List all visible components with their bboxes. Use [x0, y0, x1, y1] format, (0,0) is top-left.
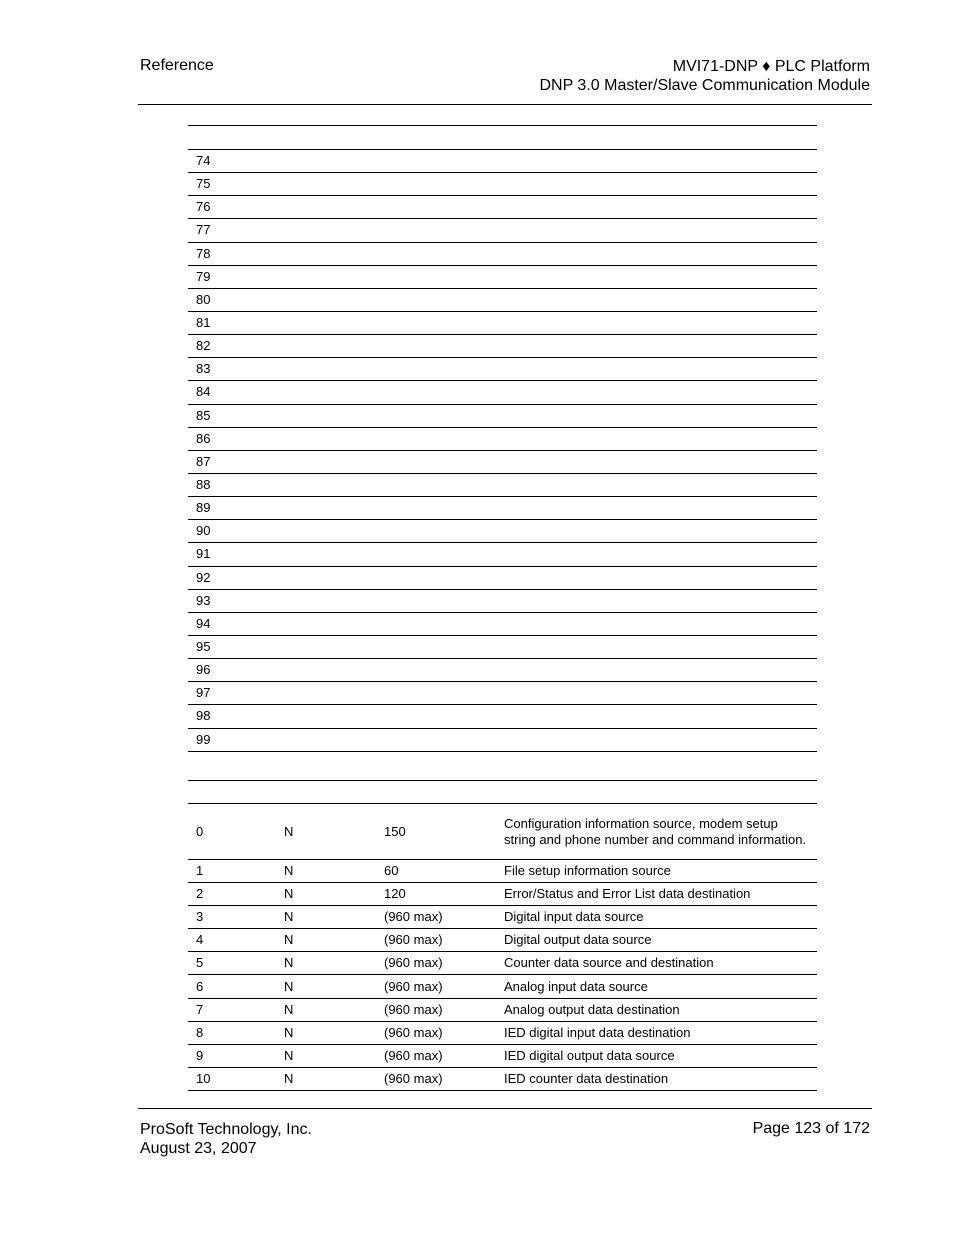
cell-number: 90 [196, 523, 211, 539]
table-row [188, 428, 817, 451]
file-table [188, 780, 817, 1091]
table-row [188, 381, 817, 404]
cell-description: Analog input data source [504, 978, 648, 994]
table-header-row [188, 126, 817, 150]
cell-description: IED counter data destination [504, 1070, 669, 1086]
table-row [188, 520, 817, 543]
cell-number: 75 [196, 176, 211, 192]
cell-file-type: N [284, 1001, 294, 1017]
cell-file-type: N [284, 978, 294, 994]
footer-date: August 23, 2007 [140, 1140, 257, 1157]
header-section: Reference [140, 57, 214, 74]
table-row [188, 729, 817, 752]
cell-file-number: 5 [196, 955, 204, 971]
table-row [188, 543, 817, 566]
table-row [188, 219, 817, 242]
table-row [188, 474, 817, 497]
cell-file-number: 0 [196, 823, 204, 839]
table-row [188, 883, 817, 906]
cell-number: 86 [196, 430, 211, 446]
register-table [188, 125, 817, 752]
table-row [188, 150, 817, 173]
table-row [188, 266, 817, 289]
table-row [188, 952, 817, 975]
cell-description: Analog output data destination [504, 1001, 680, 1017]
cell-file-number: 4 [196, 932, 204, 948]
table-row [188, 682, 817, 705]
table-row [188, 590, 817, 613]
table-row [188, 497, 817, 520]
cell-file-number: 1 [196, 863, 204, 879]
cell-size: (960 max) [384, 1024, 443, 1040]
cell-description: IED digital input data destination [504, 1024, 691, 1040]
table-row [188, 804, 817, 860]
cell-number: 80 [196, 291, 211, 307]
cell-number: 81 [196, 315, 211, 331]
cell-size: (960 max) [384, 1001, 443, 1017]
cell-number: 78 [196, 245, 211, 261]
table-row [188, 289, 817, 312]
table-row [188, 705, 817, 728]
cell-file-number: 9 [196, 1047, 204, 1063]
table-row [188, 405, 817, 428]
cell-description: Configuration information source, modem setup string and phone number and command information. [504, 815, 807, 847]
cell-file-number: 7 [196, 1001, 204, 1017]
cell-file-type: N [284, 863, 294, 879]
cell-number: 91 [196, 546, 211, 562]
cell-number: 92 [196, 569, 211, 585]
cell-file-type: N [284, 1047, 294, 1063]
cell-description: Error/Status and Error List data destination [504, 886, 751, 902]
cell-file-number: 10 [196, 1070, 211, 1086]
table-row [188, 312, 817, 335]
table-row [188, 860, 817, 883]
footer-left [140, 1120, 312, 1158]
table-row [188, 1022, 817, 1045]
cell-file-type: N [284, 886, 294, 902]
table-row [188, 1068, 817, 1091]
header-product-line: MVI71-DNP ♦ PLC Platform [672, 58, 870, 75]
cell-number: 79 [196, 268, 211, 284]
table-row [188, 358, 817, 381]
footer-page-number: Page 123 of 172 [752, 1120, 870, 1137]
table-row [188, 999, 817, 1022]
table-header-row [188, 781, 817, 804]
table-row [188, 613, 817, 636]
table-row [188, 335, 817, 358]
table-row [188, 906, 817, 929]
cell-size: 60 [384, 863, 399, 879]
cell-description: Counter data source and destination [504, 955, 714, 971]
cell-number: 95 [196, 639, 211, 655]
header-product [539, 57, 870, 95]
table-body [188, 804, 817, 1091]
cell-number: 94 [196, 615, 211, 631]
table-row [188, 975, 817, 998]
cell-number: 93 [196, 592, 211, 608]
cell-number: 77 [196, 222, 211, 238]
cell-size: (960 max) [384, 955, 443, 971]
cell-file-type: N [284, 955, 294, 971]
cell-file-type: N [284, 1070, 294, 1086]
cell-number: 76 [196, 199, 211, 215]
table-row [188, 567, 817, 590]
footer-company: ProSoft Technology, Inc. [140, 1121, 312, 1138]
cell-description: Digital output data source [504, 932, 652, 948]
cell-file-type: N [284, 823, 294, 839]
cell-file-number: 6 [196, 978, 204, 994]
cell-size: (960 max) [384, 1047, 443, 1063]
cell-number: 82 [196, 338, 211, 354]
cell-description: IED digital output data source [504, 1047, 675, 1063]
header-product-title: DNP 3.0 Master/Slave Communication Module [539, 77, 870, 94]
cell-file-type: N [284, 932, 294, 948]
cell-number: 74 [196, 153, 211, 169]
table-row [188, 451, 817, 474]
cell-file-number: 2 [196, 886, 204, 902]
table-row [188, 1045, 817, 1068]
cell-number: 96 [196, 662, 211, 678]
table-row [188, 659, 817, 682]
cell-size: (960 max) [384, 978, 443, 994]
header-divider [138, 104, 872, 105]
cell-number: 88 [196, 477, 211, 493]
cell-file-type: N [284, 1024, 294, 1040]
cell-size: 120 [384, 886, 406, 902]
cell-size: (960 max) [384, 1070, 443, 1086]
cell-size: 150 [384, 823, 406, 839]
cell-description: File setup information source [504, 863, 671, 879]
cell-file-type: N [284, 909, 294, 925]
table-row [188, 636, 817, 659]
cell-size: (960 max) [384, 909, 443, 925]
table-row [188, 243, 817, 266]
table-row [188, 196, 817, 219]
footer-divider [138, 1108, 872, 1109]
cell-number: 84 [196, 384, 211, 400]
table-row [188, 173, 817, 196]
table-row [188, 929, 817, 952]
cell-number: 87 [196, 453, 211, 469]
cell-file-number: 3 [196, 909, 204, 925]
cell-number: 83 [196, 361, 211, 377]
cell-number: 97 [196, 685, 211, 701]
cell-number: 98 [196, 708, 211, 724]
cell-size: (960 max) [384, 932, 443, 948]
table-body [188, 150, 817, 752]
cell-number: 99 [196, 731, 211, 747]
cell-description: Digital input data source [504, 909, 644, 925]
cell-file-number: 8 [196, 1024, 204, 1040]
cell-number: 89 [196, 500, 211, 516]
cell-number: 85 [196, 407, 211, 423]
